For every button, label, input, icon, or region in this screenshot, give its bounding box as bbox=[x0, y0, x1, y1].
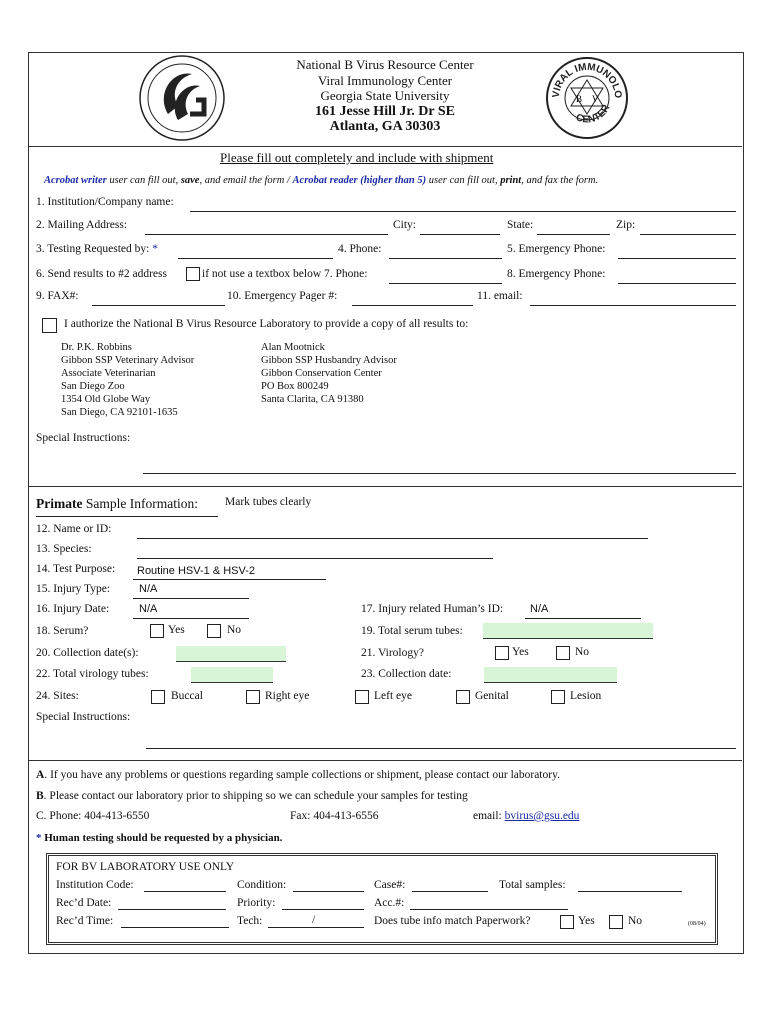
human-text: Human testing should be requested by a physician. bbox=[44, 832, 283, 844]
f22-field[interactable] bbox=[191, 667, 273, 683]
contact-robbins bbox=[61, 341, 194, 419]
special-instructions-field[interactable] bbox=[143, 473, 736, 474]
email11-field[interactable] bbox=[530, 305, 736, 306]
logo-top-text: VIRAL IMMUNOLO bbox=[550, 61, 624, 99]
recd-date-field[interactable] bbox=[118, 909, 226, 910]
section-divider-2 bbox=[28, 760, 742, 761]
inst-code-field[interactable] bbox=[144, 891, 226, 892]
section-divider-1 bbox=[28, 486, 742, 487]
case-field[interactable] bbox=[412, 891, 488, 892]
f16-value[interactable]: N/A bbox=[139, 603, 158, 615]
contact-1-line-3: Associate Veterinarian bbox=[61, 368, 156, 379]
institution-field[interactable] bbox=[190, 211, 736, 212]
note-a bbox=[36, 769, 560, 781]
match-label: Does tube info match Paperwork? bbox=[374, 915, 531, 927]
acc-label: Acc.#: bbox=[374, 897, 405, 909]
site-buccal-label: Buccal bbox=[171, 690, 203, 702]
f17-field bbox=[525, 618, 641, 619]
header-address-1: 161 Jesse Hill Jr. Dr SE bbox=[314, 103, 455, 119]
note-fax: Fax: 404-413-6556 bbox=[290, 810, 379, 822]
f23-label: 23. Collection date: bbox=[361, 668, 452, 680]
note-b-text: . Please contact our laboratory prior to shipping so we can schedule your samples for testing bbox=[43, 790, 468, 802]
note-email bbox=[473, 810, 579, 822]
mailing-field[interactable] bbox=[145, 234, 388, 235]
tech-field[interactable] bbox=[268, 927, 364, 928]
phone4-label: 4. Phone: bbox=[338, 243, 382, 255]
contact-1-line-5: 1354 Old Globe Way bbox=[61, 394, 151, 405]
virology-no-checkbox[interactable] bbox=[556, 646, 570, 660]
contact-2-line-2: Gibbon SSP Husbandry Advisor bbox=[261, 355, 397, 366]
state-label: State: bbox=[507, 219, 534, 231]
site-lesion-checkbox[interactable] bbox=[551, 690, 565, 704]
acrobat-writer-text: Acrobat writer bbox=[44, 175, 107, 186]
email11-label: 11. email: bbox=[477, 290, 523, 302]
f12-field[interactable] bbox=[137, 538, 648, 539]
f20-field[interactable] bbox=[176, 646, 286, 662]
match-yes-checkbox[interactable] bbox=[560, 915, 574, 929]
city-label: City: bbox=[393, 219, 417, 231]
primate-title-underline bbox=[36, 516, 218, 517]
form-code: (08/04) bbox=[688, 921, 706, 927]
pager10-label: 10. Emergency Pager #: bbox=[227, 290, 338, 302]
f18-label: 18. Serum? bbox=[36, 625, 89, 637]
tech-slash: / bbox=[312, 914, 316, 926]
primate-title-bold: Primate bbox=[36, 496, 83, 511]
serum-no-label: No bbox=[227, 624, 242, 636]
note-b bbox=[36, 790, 468, 802]
f19-label: 19. Total serum tubes: bbox=[361, 625, 463, 637]
tech-label: Tech: bbox=[237, 915, 263, 927]
phone7-field[interactable] bbox=[389, 283, 502, 284]
f14-value[interactable]: Routine HSV-1 & HSV-2 bbox=[137, 565, 256, 577]
authorize-text: I authorize the National B Virus Resource Laboratory to provide a copy of all results to: bbox=[64, 318, 469, 330]
city-field[interactable] bbox=[420, 234, 500, 235]
contact-2-line-5: Santa Clarita, CA 91380 bbox=[261, 394, 364, 405]
note-print: print bbox=[500, 175, 522, 186]
acrobat-note bbox=[44, 174, 598, 187]
note-text-1: user can fill out, bbox=[106, 175, 181, 186]
emergency5-field[interactable] bbox=[618, 258, 736, 259]
case-label: Case#: bbox=[374, 879, 406, 891]
match-no-label: No bbox=[628, 915, 643, 927]
testing-label-text: 3. Testing Requested by: bbox=[36, 243, 150, 255]
f15-field bbox=[133, 598, 249, 599]
note-a-text: . If you have any problems or questions regarding sample collections or shipment, please contact our laboratory. bbox=[44, 769, 560, 781]
contact-1-line-1: Dr. P.K. Robbins bbox=[61, 342, 132, 353]
site-left-eye-checkbox[interactable] bbox=[355, 690, 369, 704]
f14-field bbox=[133, 579, 326, 580]
f21-label: 21. Virology? bbox=[361, 647, 424, 659]
note-save: save bbox=[180, 175, 200, 186]
contact-mootnick bbox=[261, 341, 397, 406]
logo-bottom-text: CENTER bbox=[574, 103, 613, 126]
testing-field[interactable] bbox=[178, 258, 333, 259]
contact-1-line-2: Gibbon SSP Veterinary Advisor bbox=[61, 355, 195, 366]
site-genital-label: Genital bbox=[475, 690, 509, 702]
primate-special-label: Special Instructions: bbox=[36, 711, 131, 723]
acrobat-reader-text: Acrobat reader (higher than 5) bbox=[292, 175, 427, 186]
virology-yes-checkbox[interactable] bbox=[495, 646, 509, 660]
authorize-checkbox[interactable] bbox=[42, 318, 57, 333]
serum-no-checkbox[interactable] bbox=[207, 624, 221, 638]
inst-code-label: Institution Code: bbox=[56, 879, 134, 891]
f15-value[interactable]: N/A bbox=[139, 583, 158, 595]
mark-tubes-note: Mark tubes clearly bbox=[225, 496, 312, 508]
note-text-4: , and fax the form. bbox=[521, 175, 599, 186]
contact-1-line-6: San Diego, CA 92101-1635 bbox=[61, 407, 178, 418]
header-divider bbox=[28, 146, 742, 147]
note-c-phone: C. Phone: 404-413-6550 bbox=[36, 810, 150, 822]
send6-label: 6. Send results to #2 address bbox=[36, 268, 167, 280]
primate-special-field[interactable] bbox=[146, 748, 736, 749]
f16-label: 16. Injury Date: bbox=[36, 603, 110, 615]
testing-label bbox=[36, 243, 158, 255]
emergency5-label: 5. Emergency Phone: bbox=[507, 243, 606, 255]
state-field[interactable] bbox=[537, 234, 610, 235]
f12-label: 12. Name or ID: bbox=[36, 523, 112, 535]
priority-field[interactable] bbox=[282, 909, 364, 910]
condition-label: Condition: bbox=[237, 879, 287, 891]
virology-yes-label: Yes bbox=[512, 646, 529, 658]
site-buccal-checkbox[interactable] bbox=[151, 690, 165, 704]
priority-label: Priority: bbox=[237, 897, 276, 909]
f13-field[interactable] bbox=[137, 558, 493, 559]
f13-label: 13. Species: bbox=[36, 543, 92, 555]
f23-field[interactable] bbox=[484, 667, 617, 683]
acc-field[interactable] bbox=[410, 909, 568, 910]
f19-field[interactable] bbox=[483, 623, 653, 639]
contact-1-line-4: San Diego Zoo bbox=[61, 381, 125, 392]
f22-label: 22. Total virology tubes: bbox=[36, 668, 149, 680]
recd-date-label: Rec’d Date: bbox=[56, 897, 112, 909]
fax9-field[interactable] bbox=[92, 305, 225, 306]
header-block bbox=[0, 57, 770, 135]
email-link[interactable]: bvirus@gsu.edu bbox=[504, 810, 580, 822]
emergency8-field[interactable] bbox=[618, 283, 736, 284]
f17-label: 17. Injury related Human’s ID: bbox=[361, 603, 504, 615]
serum-yes-label: Yes bbox=[168, 624, 185, 636]
phone4-field[interactable] bbox=[389, 258, 502, 259]
send6-checkbox[interactable] bbox=[186, 267, 200, 281]
note-email-label: email: bbox=[473, 810, 502, 822]
zip-label: Zip: bbox=[616, 219, 636, 231]
f20-label: 20. Collection date(s): bbox=[36, 647, 139, 659]
match-no-checkbox[interactable] bbox=[609, 915, 623, 929]
logo-letter-b: B bbox=[576, 94, 583, 104]
recd-time-label: Rec’d Time: bbox=[56, 915, 114, 927]
header-address-2: Atlanta, GA 30303 bbox=[329, 119, 441, 134]
recd-time-field[interactable] bbox=[121, 927, 229, 928]
pager10-field[interactable] bbox=[352, 305, 473, 306]
viral-immunology-logo bbox=[545, 56, 629, 140]
match-yes-label: Yes bbox=[578, 915, 595, 927]
header-line-3: Georgia State University bbox=[320, 88, 450, 103]
human-testing-note bbox=[36, 832, 282, 844]
header-line-2: Viral Immunology Center bbox=[317, 72, 453, 88]
contact-2-line-1: Alan Mootnick bbox=[261, 342, 325, 353]
fax9-label: 9. FAX#: bbox=[36, 290, 79, 302]
site-lesion-label: Lesion bbox=[570, 690, 602, 702]
human-star: * bbox=[36, 832, 42, 844]
primate-title bbox=[36, 496, 198, 512]
serum-yes-checkbox[interactable] bbox=[150, 624, 164, 638]
header-line-1: National B Virus Resource Center bbox=[296, 57, 474, 72]
zip-field[interactable] bbox=[640, 234, 736, 235]
institution-label: 1. Institution/Company name: bbox=[36, 196, 174, 208]
form-instructions-title: Please fill out completely and include with shipment bbox=[220, 150, 494, 165]
send6b-label: if not use a textbox below 7. Phone: bbox=[202, 268, 368, 280]
f15-label: 15. Injury Type: bbox=[36, 583, 111, 595]
f24-label: 24. Sites: bbox=[36, 690, 79, 702]
f16-field bbox=[133, 618, 249, 619]
contact-2-line-3: Gibbon Conservation Center bbox=[261, 368, 382, 379]
site-genital-checkbox[interactable] bbox=[456, 690, 470, 704]
emergency8-label: 8. Emergency Phone: bbox=[507, 268, 606, 280]
svg-text:VIRAL IMMUNOLOGY bbox=[545, 56, 623, 99]
f14-label: 14. Test Purpose: bbox=[36, 563, 116, 575]
testing-asterisk: * bbox=[152, 243, 158, 255]
total-samples-field[interactable] bbox=[578, 891, 682, 892]
note-text-2: , and email the form / bbox=[199, 175, 293, 186]
note-a-label: A bbox=[36, 769, 45, 781]
lab-title: FOR BV LABORATORY USE ONLY bbox=[56, 861, 235, 873]
note-text-3: user can fill out, bbox=[426, 175, 501, 186]
f17-value[interactable]: N/A bbox=[530, 603, 549, 615]
condition-field[interactable] bbox=[293, 891, 364, 892]
contact-2-line-4: PO Box 800249 bbox=[261, 381, 329, 392]
total-samples-label: Total samples: bbox=[499, 879, 566, 891]
special-instructions-label: Special Instructions: bbox=[36, 432, 131, 444]
site-right-eye-label: Right eye bbox=[265, 690, 310, 702]
note-b-label: B bbox=[36, 790, 44, 802]
virology-no-label: No bbox=[575, 646, 590, 658]
mailing-label: 2. Mailing Address: bbox=[36, 219, 128, 231]
site-right-eye-checkbox[interactable] bbox=[246, 690, 260, 704]
site-left-eye-label: Left eye bbox=[374, 690, 412, 702]
logo-letter-v: V bbox=[592, 94, 599, 104]
primate-title-rest: Sample Information: bbox=[82, 496, 198, 511]
